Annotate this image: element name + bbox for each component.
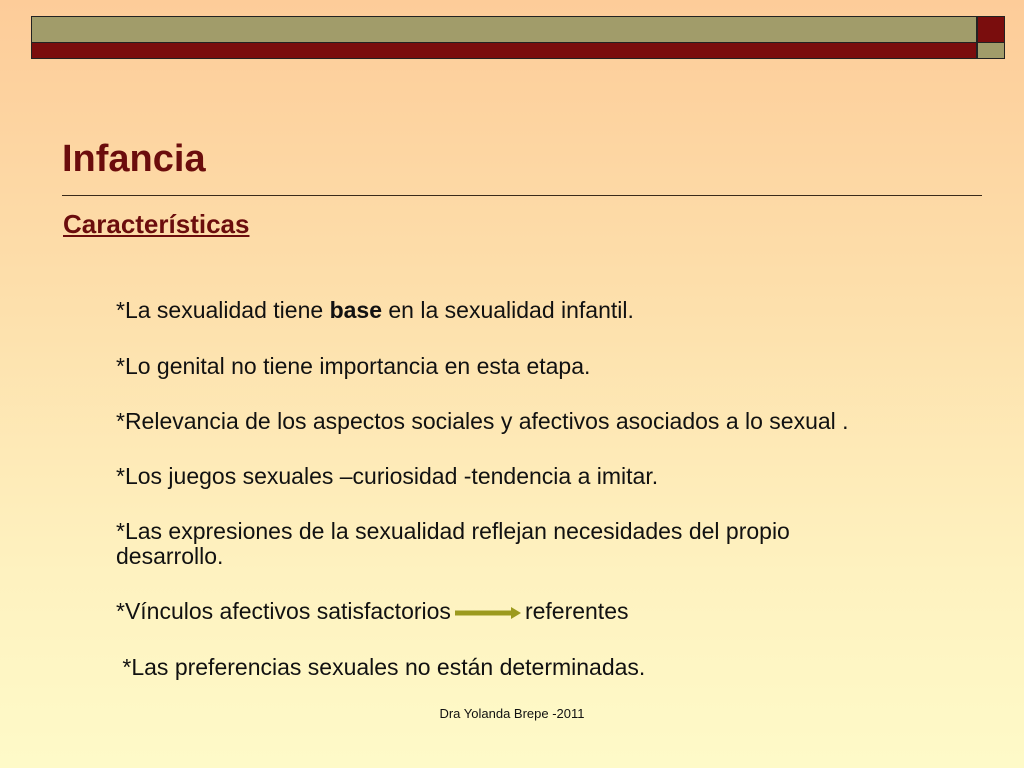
bullet-text: en la sexualidad infantil. xyxy=(382,297,634,323)
header-band-olive-bottom xyxy=(977,42,1005,59)
bullet-item: *Los juegos sexuales –curiosidad -tendencia a imitar. xyxy=(116,463,659,489)
bullet-item: *Lo genital no tiene importancia en esta etapa. xyxy=(116,353,591,379)
title-divider xyxy=(62,195,982,196)
header-band-olive-top xyxy=(31,16,977,43)
footer-credit: Dra Yolanda Brepe -2011 xyxy=(439,706,585,721)
bullet-item xyxy=(116,298,916,323)
right-arrow-icon xyxy=(453,600,523,625)
bullet-text: referentes xyxy=(524,598,629,624)
header-band-red-top xyxy=(977,16,1005,43)
slide-title: Infancia xyxy=(62,138,206,180)
bullet-item: *Las preferencias sexuales no están determinadas. xyxy=(116,654,646,680)
bullet-text: *La sexualidad tiene xyxy=(116,297,330,323)
bullet-bold-text: base xyxy=(329,297,382,323)
bullet-item xyxy=(116,599,916,625)
header-band-red-bottom xyxy=(31,42,977,59)
bullet-text: *Vínculos afectivos satisfactorios xyxy=(116,598,451,624)
bullet-item: *Las expresiones de la sexualidad reflejan necesidades del propio desarrollo. xyxy=(116,518,790,569)
slide-subtitle: Características xyxy=(63,209,250,239)
bullet-item: *Relevancia de los aspectos sociales y afectivos asociados a lo sexual . xyxy=(116,408,849,434)
